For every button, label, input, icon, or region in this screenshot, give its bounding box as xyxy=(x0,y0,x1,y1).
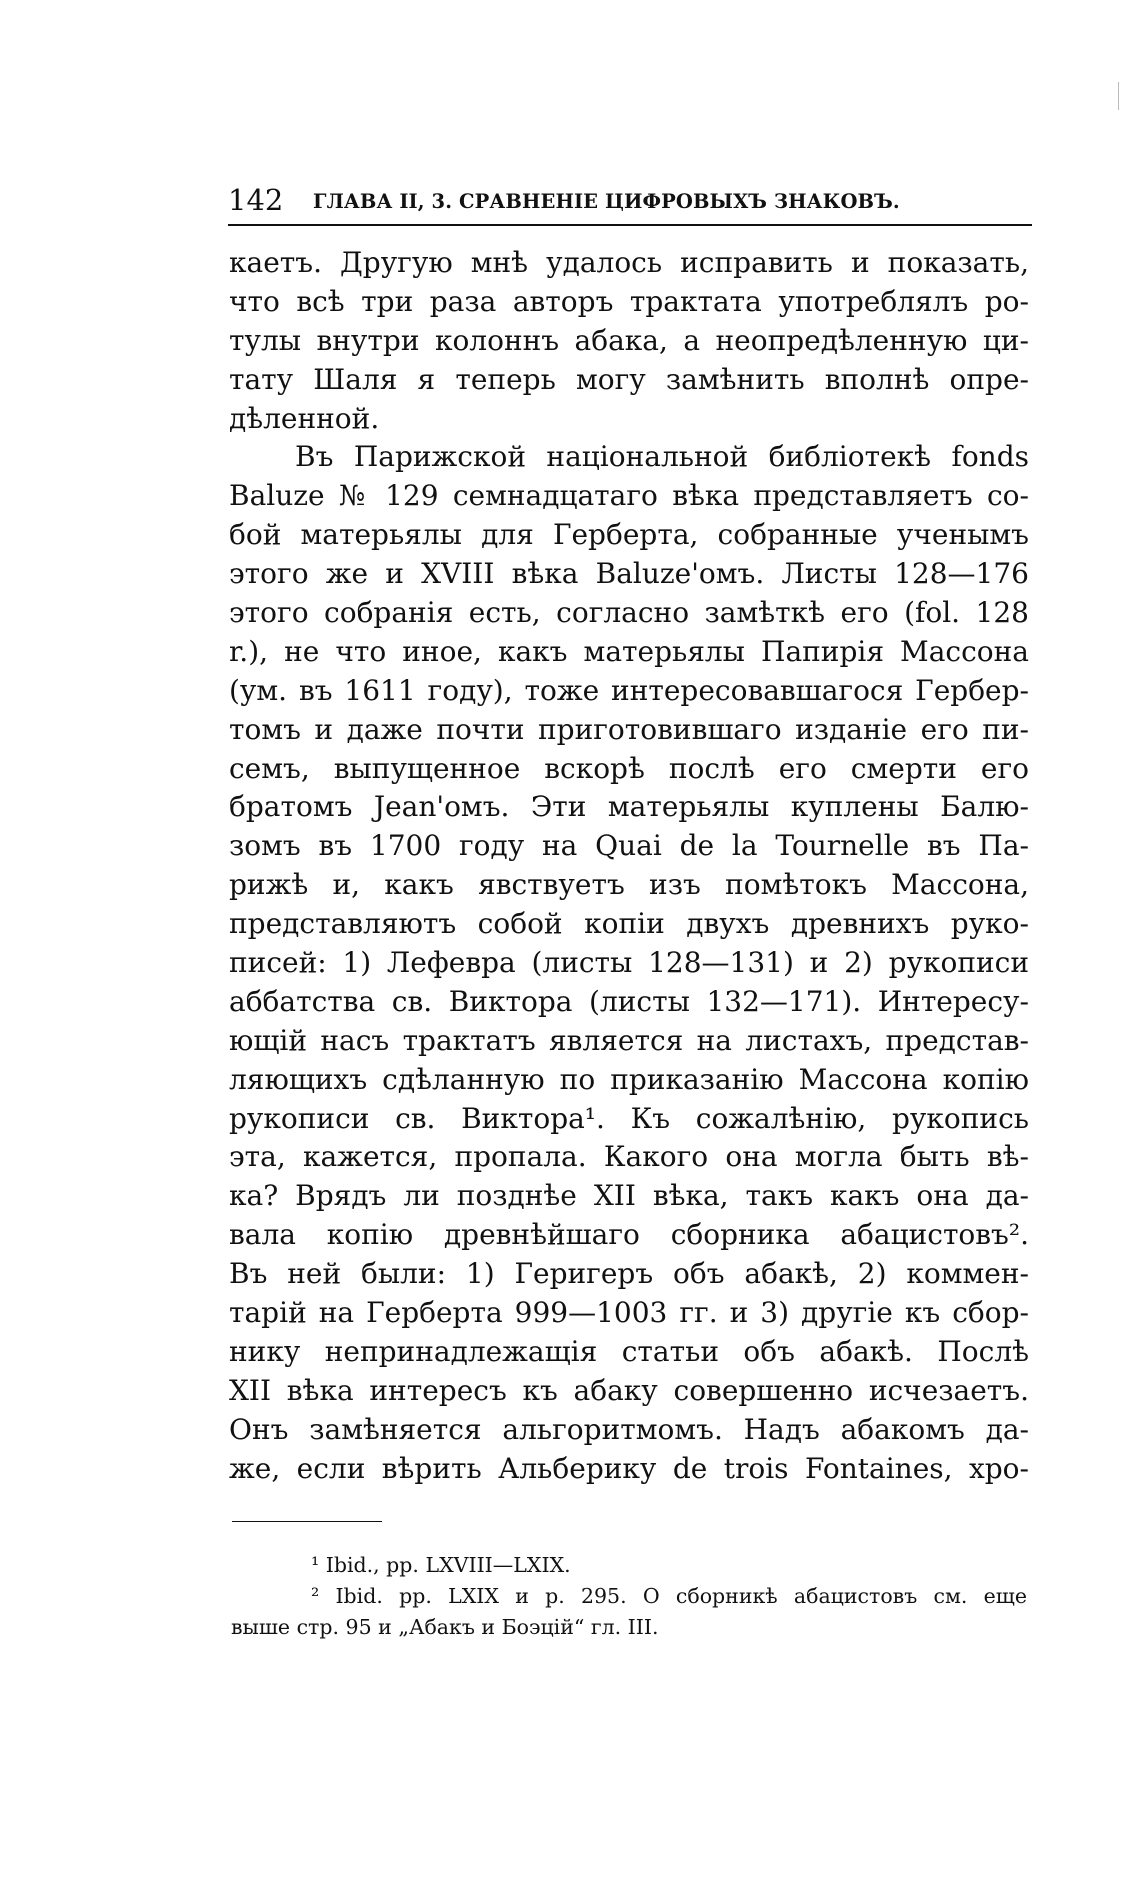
footnote-2: ² Ibid. pp. LXIX и p. 295. О сборникѣ абацистовъ см. еще xyxy=(311,1584,1027,1608)
text-line: семъ, выпущенное вскорѣ послѣ его смерти его xyxy=(229,751,1029,785)
footnotes xyxy=(231,1550,1027,1643)
text-line: Онъ замѣняется альгоритмомъ. Надъ абакомъ да- xyxy=(229,1412,1029,1446)
text-line: зомъ въ 1700 году на Quai de la Tournelle въ Па- xyxy=(229,829,1029,863)
footnote-2-continuation: выше стр. 95 и „Абакъ и Боэцій“ гл. III. xyxy=(231,1615,659,1639)
text-line: этого собранія есть, согласно замѣткѣ его (fol. 128 xyxy=(229,596,1029,630)
text-line: (ум. въ 1611 году), тоже интересовавшагося Гербер- xyxy=(229,673,1029,707)
text-line: представляютъ собой копіи двухъ древнихъ руко- xyxy=(229,907,1029,941)
page-header xyxy=(228,180,1032,226)
text-line: ляющихъ сдѣланную по приказанію Массона копію xyxy=(229,1062,1029,1096)
text-line: писей: 1) Лефевра (листы 128—131) и 2) рукописи xyxy=(229,946,1029,980)
text-line: ка? Врядъ ли позднѣе XII вѣка, такъ какъ она да- xyxy=(229,1179,1029,1213)
body-text xyxy=(229,244,1029,1489)
text-line: тулы внутри колоннъ абака, а неопредѣленную ци- xyxy=(229,323,1029,357)
text-line: Въ ней были: 1) Геригеръ объ абакѣ, 2) коммен- xyxy=(229,1257,1029,1291)
footnote-rule xyxy=(232,1521,382,1522)
text-line: XII вѣка интересъ къ абаку совершенно исчезаетъ. xyxy=(229,1373,1029,1407)
text-line: ющій насъ трактатъ является на листахъ, представ- xyxy=(229,1023,1029,1057)
page-number: 142 xyxy=(228,183,284,217)
text-line: же, если вѣрить Альберику de trois Fontaines, хро- xyxy=(229,1451,1029,1485)
text-line: каетъ. Другую мнѣ удалось исправить и показать, xyxy=(229,246,1029,279)
text-line: тарій на Герберта 999—1003 гг. и 3) другіе къ сбор- xyxy=(229,1296,1029,1330)
footnote-1: ¹ Ibid., pp. LXVIII—LXIX. xyxy=(311,1553,571,1577)
scan-margin-mark xyxy=(1118,82,1119,110)
paragraph-start-line: Въ Парижской національной библіотекѣ fonds xyxy=(295,440,1029,474)
text-line: бой матерьялы для Герберта, собранные ученымъ xyxy=(229,518,1029,552)
text-line: r.), не что иное, какъ матерьялы Папирія Массона xyxy=(229,634,1029,668)
text-line: томъ и даже почти приготовившаго изданіе его пи- xyxy=(229,712,1029,746)
text-line: рижѣ и, какъ явствуетъ изъ помѣтокъ Массона, xyxy=(229,868,1029,902)
text-line: этого же и XVIII вѣка Baluze'омъ. Листы 128—176 xyxy=(229,557,1029,591)
text-line: вала копію древнѣйшаго сборника абацистовъ². xyxy=(229,1218,1029,1252)
text-line: нику непринадлежащія статьи объ абакѣ. Послѣ xyxy=(229,1334,1029,1368)
text-line: что всѣ три раза авторъ трактата употреблялъ ро- xyxy=(229,284,1029,318)
text-line: аббатства св. Виктора (листы 132—171). Интересу- xyxy=(229,984,1029,1018)
running-head: ГЛАВА II, 3. СРАВНЕНІЕ ЦИФРОВЫХЪ ЗНАКОВЪ. xyxy=(313,190,900,213)
text-line: эта, кажется, пропала. Какого она могла быть вѣ- xyxy=(229,1140,1029,1174)
text-line: Baluze № 129 семнадцатаго вѣка представляетъ со- xyxy=(229,479,1029,513)
text-line: дѣленной. xyxy=(229,401,380,435)
text-line: братомъ Jean'омъ. Эти матерьялы куплены Балю- xyxy=(229,790,1029,824)
text-line: тату Шаля я теперь могу замѣнить вполнѣ опре- xyxy=(229,362,1029,396)
text-line: рукописи св. Виктора¹. Къ сожалѣнію, рукопись xyxy=(229,1101,1029,1135)
